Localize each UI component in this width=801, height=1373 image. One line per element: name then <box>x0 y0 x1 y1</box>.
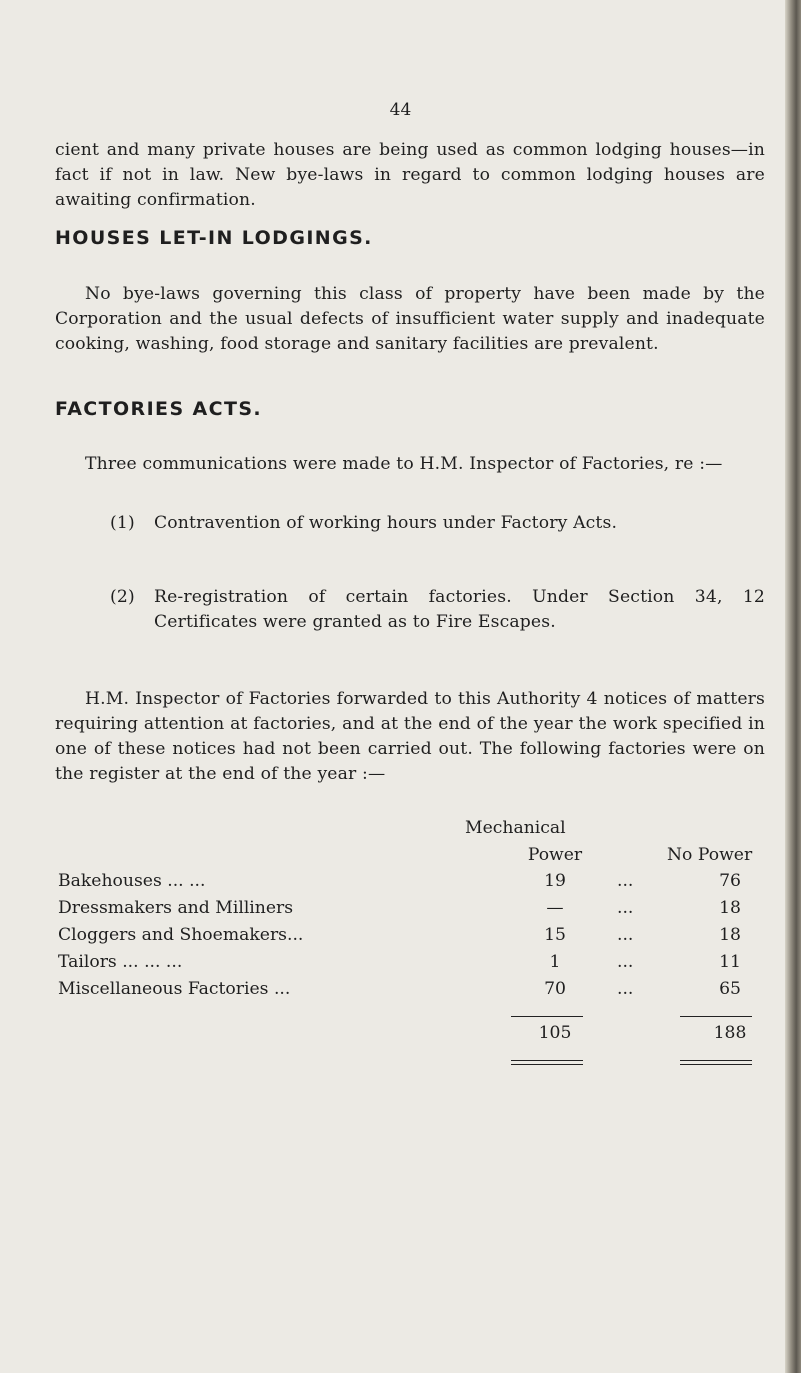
header-mechanical: Mechanical <box>465 818 566 838</box>
header-no-power: No Power <box>667 845 753 865</box>
table-total-mechanical: 105 <box>538 1023 572 1043</box>
table-cell-mechanical: 19 <box>544 871 566 891</box>
intro-paragraph: cient and many private houses are being used as common lodging houses—in fact if not in law. New bye-laws in regard to common lodging houses are awaiting confirmation. <box>55 140 765 210</box>
table-cell-mechanical: — <box>546 898 564 918</box>
notices-paragraph-text: H.M. Inspector of Factories forwarded to this Authority 4 notices of matters requiring attention at factories, and at the end of the year the work specified in one of these notices had not been carried out. The following factories were on the register at the end of the year :— <box>55 689 765 784</box>
lodgings-paragraph <box>55 282 765 357</box>
table-cell-leader: ... <box>617 898 634 918</box>
page-binding-edge <box>785 0 801 1373</box>
table-cell-leader: ... <box>617 979 634 999</box>
header-power: Power <box>527 845 583 865</box>
table-cell-leader: ... <box>617 952 634 972</box>
heading-factories-acts: FACTORIES ACTS. <box>55 398 263 420</box>
table-row-label: Cloggers and Shoemakers... <box>58 925 304 945</box>
double-rule-no-power <box>680 1060 752 1065</box>
list-item <box>110 585 765 635</box>
list-item-number: (1) <box>110 513 135 533</box>
table-row-label: Tailors ... ... ... <box>58 952 183 972</box>
table-cell-leader: ... <box>617 925 634 945</box>
table-row-label: Bakehouses ... ... <box>58 871 206 891</box>
factories-paragraph <box>55 452 765 477</box>
table-row-label: Dressmakers and Milliners <box>58 898 294 918</box>
table-row-label: Miscellaneous Factories ... <box>58 979 291 999</box>
list-item-text: Re-registration of certain factories. Under Section 34, 12 Certificates were granted as to Fire Escapes. <box>154 587 765 632</box>
page-number: 44 <box>389 100 412 120</box>
table-total-no-power: 188 <box>713 1023 747 1043</box>
total-rule-mechanical <box>511 1016 583 1017</box>
total-rule-no-power <box>680 1016 752 1017</box>
double-rule-mechanical <box>511 1060 583 1065</box>
table-cell-no-power: 11 <box>719 952 741 972</box>
lodgings-paragraph-text: No bye-laws governing this class of property have been made by the Corporation and the usual defects of insufficient water supply and inadequate cooking, washing, food storage and sanitary facilities are prevalent. <box>55 284 765 354</box>
table-cell-no-power: 76 <box>719 871 741 891</box>
list-item <box>110 511 765 536</box>
table-cell-mechanical: 15 <box>544 925 566 945</box>
table-cell-mechanical: 70 <box>544 979 566 999</box>
table-cell-no-power: 18 <box>719 898 741 918</box>
notices-paragraph <box>55 687 765 787</box>
table-cell-leader: ... <box>617 871 634 891</box>
factories-paragraph-text: Three communications were made to H.M. Inspector of Factories, re :— <box>85 454 723 474</box>
table-cell-no-power: 18 <box>719 925 741 945</box>
list-item-text: Contravention of working hours under Factory Acts. <box>154 513 618 533</box>
list-item-number: (2) <box>110 587 135 607</box>
table-cell-mechanical: 1 <box>549 952 561 972</box>
table-cell-no-power: 65 <box>719 979 741 999</box>
heading-houses-let-in-lodgings: HOUSES LET-IN LODGINGS. <box>55 227 373 249</box>
